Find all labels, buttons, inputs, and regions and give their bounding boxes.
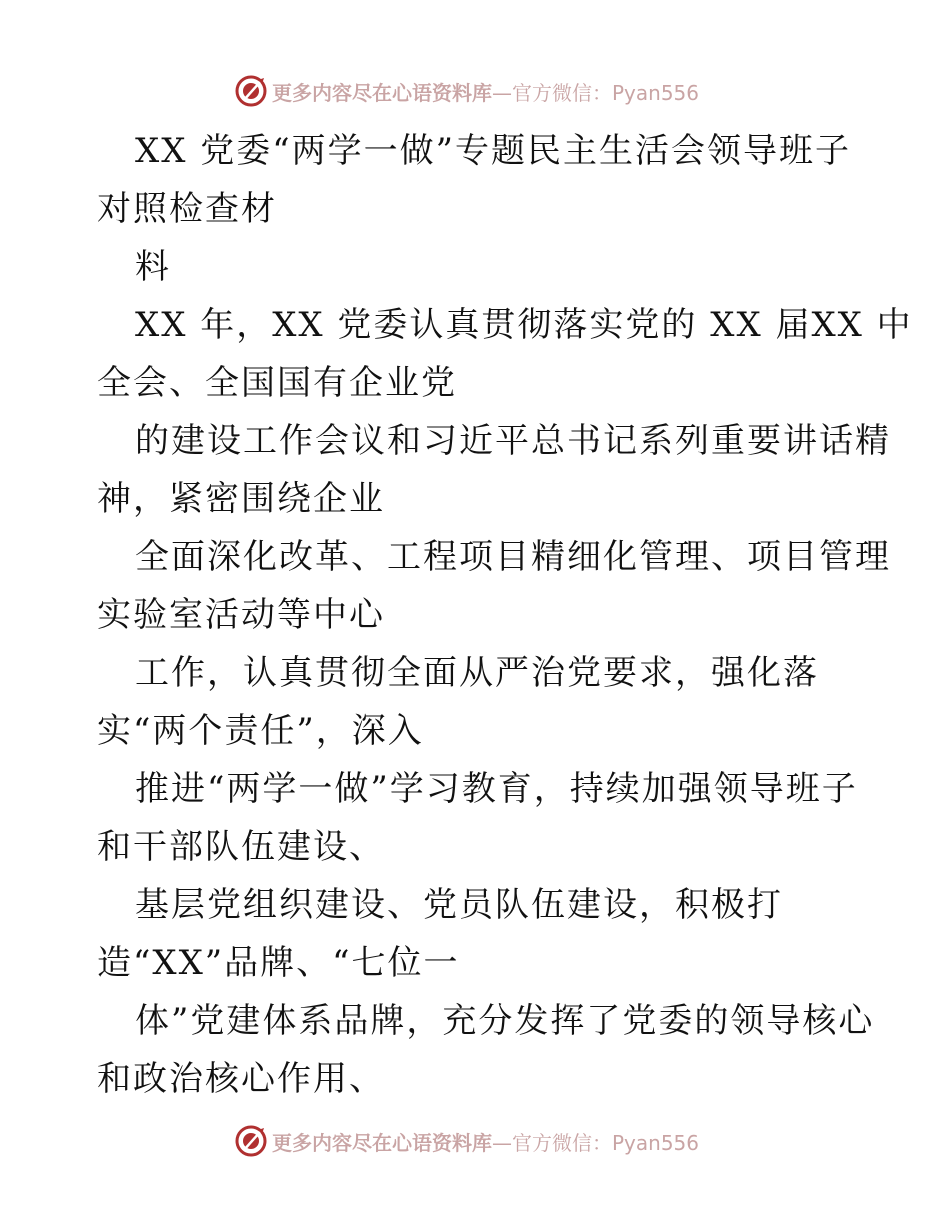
- body-line: 推进“两学一做”学习教育，持续加强领导班子: [135, 769, 858, 809]
- body-line: 和干部队伍建设、: [97, 827, 385, 867]
- body-line: 造“XX”品牌、“七位一: [97, 943, 460, 983]
- title-line-2: 对照检查材: [97, 189, 277, 229]
- watermark-main-text: 更多内容尽在心语资料库: [272, 80, 492, 105]
- body-line: 工作，认真贯彻全面从严治党要求，强化落: [135, 653, 819, 693]
- body-line: 和政治核心作用、: [97, 1059, 385, 1099]
- watermark-main-text: 更多内容尽在心语资料库: [272, 1130, 492, 1155]
- body-line: 全会、全国国有企业党: [97, 363, 457, 403]
- body-line: 基层党组织建设、党员队伍建设，积极打: [135, 885, 783, 925]
- title-line-3: 料: [135, 247, 171, 287]
- body-line: 体”党建体系品牌，充分发挥了党委的领导核心: [135, 1001, 875, 1041]
- body-line: 实“两个责任”，深入: [97, 711, 424, 751]
- body-line: 神，紧密围绕企业: [97, 479, 385, 519]
- watermark-sub-text: —官方微信：Pyan556: [492, 80, 700, 105]
- body-line: 全面深化改革、工程项目精细化管理、项目管理: [135, 537, 891, 577]
- pen-seal-icon: [234, 1124, 268, 1158]
- pen-seal-icon: [234, 74, 268, 108]
- body-line: XX 年，XX 党委认真贯彻落实党的 XX 届XX 中: [135, 305, 913, 345]
- body-line: 的建设工作会议和习近平总书记系列重要讲话精: [135, 421, 891, 461]
- title-line-1: XX 党委“两学一做”专题民主生活会领导班子: [135, 131, 851, 171]
- document-body: [97, 122, 913, 1108]
- header-watermark: [234, 72, 699, 110]
- body-line: 实验室活动等中心: [97, 595, 385, 635]
- watermark-sub-text: —官方微信：Pyan556: [492, 1130, 700, 1155]
- footer-watermark: [234, 1122, 699, 1160]
